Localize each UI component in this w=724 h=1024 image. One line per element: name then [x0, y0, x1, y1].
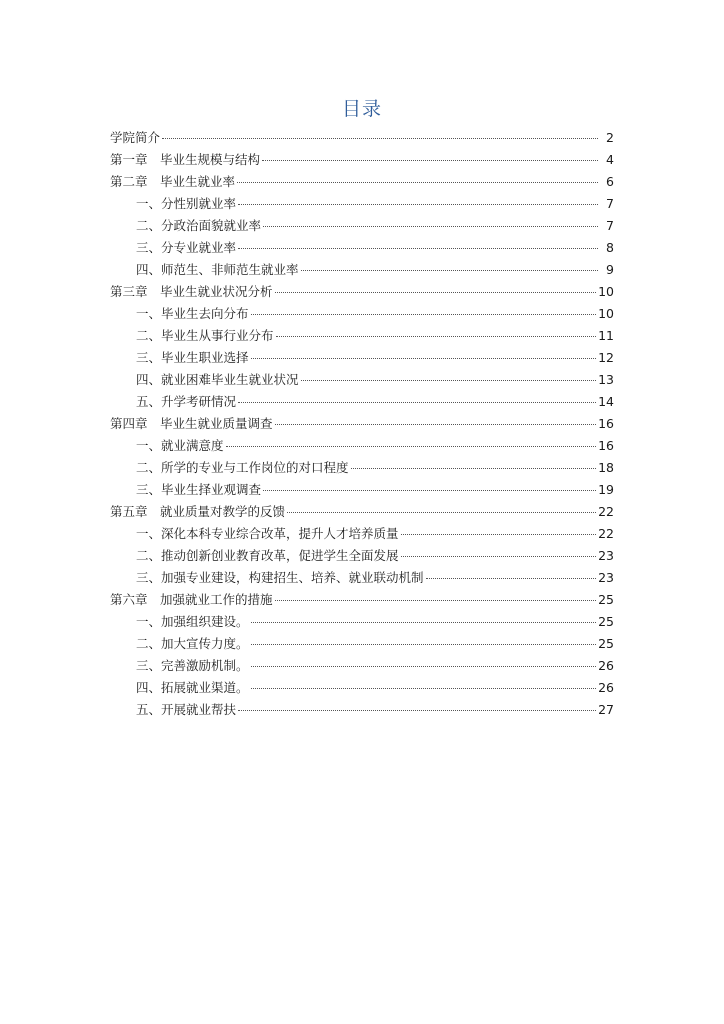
toc-entry-label: 二、毕业生从事行业分布 [136, 328, 274, 343]
toc-dot-leader [263, 490, 596, 491]
toc-dot-leader [275, 424, 597, 425]
toc-page-number: 2 [606, 130, 614, 145]
toc-dot-leader [262, 160, 598, 161]
toc-dot-leader [275, 292, 597, 293]
toc-entry-label: 四、师范生、非师范生就业率 [136, 262, 299, 277]
toc-dot-leader [301, 380, 597, 381]
toc-page-number: 27 [598, 702, 614, 717]
toc-chapter-entry[interactable] [110, 127, 614, 149]
toc-entry-label: 二、推动创新创业教育改革，促进学生全面发展 [136, 548, 399, 563]
toc-page-number: 4 [606, 152, 614, 167]
toc-list [110, 127, 614, 721]
toc-entry-label: 第六章 加强就业工作的措施 [110, 592, 273, 607]
toc-entry-label: 五、开展就业帮扶 [136, 702, 237, 717]
toc-page-number: 25 [598, 614, 614, 629]
toc-subsection-entry[interactable] [110, 479, 614, 501]
toc-entry-label: 学院简介 [110, 130, 161, 145]
toc-entry-label: 一、毕业生去向分布 [136, 306, 249, 321]
toc-entry-label: 第一章 毕业生规模与结构 [110, 152, 261, 167]
toc-page-number: 16 [598, 416, 614, 431]
toc-page-number: 22 [598, 504, 614, 519]
toc-page-number: 7 [606, 218, 614, 233]
toc-subsection-entry[interactable] [110, 369, 614, 391]
toc-page-number: 26 [598, 658, 614, 673]
toc-dot-leader [251, 644, 597, 645]
toc-subsection-entry[interactable] [110, 303, 614, 325]
toc-dot-leader [238, 710, 596, 711]
toc-entry-label: 三、分专业就业率 [136, 240, 237, 255]
toc-page-number: 23 [598, 570, 614, 585]
toc-entry-label: 三、加强专业建设，构建招生、培养、就业联动机制 [136, 570, 424, 585]
toc-dot-leader [237, 182, 598, 183]
toc-subsection-entry[interactable] [110, 457, 614, 479]
toc-page-number: 16 [598, 438, 614, 453]
toc-dot-leader [238, 402, 596, 403]
toc-entry-label: 一、分性别就业率 [136, 196, 237, 211]
toc-title: 目录 [341, 98, 382, 120]
toc-entry-label: 一、加强组织建设。 [136, 614, 249, 629]
toc-entry-label: 一、深化本科专业综合改革，提升人才培养质量 [136, 526, 399, 541]
toc-subsection-entry[interactable] [110, 435, 614, 457]
toc-subsection-entry[interactable] [110, 611, 614, 633]
toc-entry-label: 二、加大宣传力度。 [136, 636, 249, 651]
toc-chapter-entry[interactable] [110, 501, 614, 523]
toc-entry-label: 四、就业困难毕业生就业状况 [136, 372, 299, 387]
toc-subsection-entry[interactable] [110, 347, 614, 369]
toc-dot-leader [251, 358, 597, 359]
toc-page-number: 25 [598, 636, 614, 651]
toc-dot-leader [275, 600, 597, 601]
toc-entry-label: 一、就业满意度 [136, 438, 224, 453]
toc-entry-label: 三、完善激励机制。 [136, 658, 249, 673]
toc-subsection-entry[interactable] [110, 237, 614, 259]
toc-subsection-entry[interactable] [110, 523, 614, 545]
toc-page-number: 19 [598, 482, 614, 497]
toc-entry-label: 第四章 毕业生就业质量调查 [110, 416, 273, 431]
toc-page-number: 9 [606, 262, 614, 277]
toc-dot-leader [251, 314, 597, 315]
toc-entry-label: 第三章 毕业生就业状况分析 [110, 284, 273, 299]
toc-page-number: 13 [598, 372, 614, 387]
toc-chapter-entry[interactable] [110, 589, 614, 611]
toc-dot-leader [251, 688, 597, 689]
toc-subsection-entry[interactable] [110, 259, 614, 281]
toc-page-number: 10 [598, 284, 614, 299]
toc-page-number: 11 [598, 328, 614, 343]
toc-dot-leader [251, 622, 597, 623]
toc-subsection-entry[interactable] [110, 699, 614, 721]
toc-page-number: 14 [598, 394, 614, 409]
toc-dot-leader [162, 138, 598, 139]
toc-dot-leader [401, 534, 597, 535]
toc-dot-leader [238, 248, 598, 249]
toc-dot-leader [301, 270, 598, 271]
toc-dot-leader [426, 578, 597, 579]
toc-dot-leader [401, 556, 597, 557]
toc-chapter-entry[interactable] [110, 281, 614, 303]
toc-page-number: 18 [598, 460, 614, 475]
toc-dot-leader [351, 468, 597, 469]
toc-chapter-entry[interactable] [110, 171, 614, 193]
toc-dot-leader [238, 204, 598, 205]
toc-page-number: 8 [606, 240, 614, 255]
toc-entry-label: 四、拓展就业渠道。 [136, 680, 249, 695]
toc-page-number: 26 [598, 680, 614, 695]
toc-dot-leader [263, 226, 598, 227]
toc-entry-label: 五、升学考研情况 [136, 394, 237, 409]
toc-dot-leader [276, 336, 597, 337]
toc-page-number: 22 [598, 526, 614, 541]
toc-page-number: 7 [606, 196, 614, 211]
toc-dot-leader [226, 446, 597, 447]
toc-dot-leader [251, 666, 597, 667]
toc-subsection-entry[interactable] [110, 193, 614, 215]
toc-subsection-entry[interactable] [110, 215, 614, 237]
toc-chapter-entry[interactable] [110, 413, 614, 435]
toc-entry-label: 三、毕业生择业观调查 [136, 482, 262, 497]
toc-page-number: 12 [598, 350, 614, 365]
toc-subsection-entry[interactable] [110, 545, 614, 567]
toc-page-number: 23 [598, 548, 614, 563]
toc-subsection-entry[interactable] [110, 677, 614, 699]
toc-page-number: 6 [606, 174, 614, 189]
toc-subsection-entry[interactable] [110, 391, 614, 413]
toc-subsection-entry[interactable] [110, 325, 614, 347]
toc-entry-label: 二、分政治面貌就业率 [136, 218, 262, 233]
toc-page-number: 25 [598, 592, 614, 607]
toc-subsection-entry[interactable] [110, 633, 614, 655]
toc-entry-label: 三、毕业生职业选择 [136, 350, 249, 365]
toc-subsection-entry[interactable] [110, 567, 614, 589]
toc-page-number: 10 [598, 306, 614, 321]
toc-entry-label: 第五章 就业质量对教学的反馈 [110, 504, 286, 519]
toc-entry-label: 二、所学的专业与工作岗位的对口程度 [136, 460, 349, 475]
toc-chapter-entry[interactable] [110, 149, 614, 171]
toc-subsection-entry[interactable] [110, 655, 614, 677]
toc-entry-label: 第二章 毕业生就业率 [110, 174, 236, 189]
toc-dot-leader [287, 512, 596, 513]
